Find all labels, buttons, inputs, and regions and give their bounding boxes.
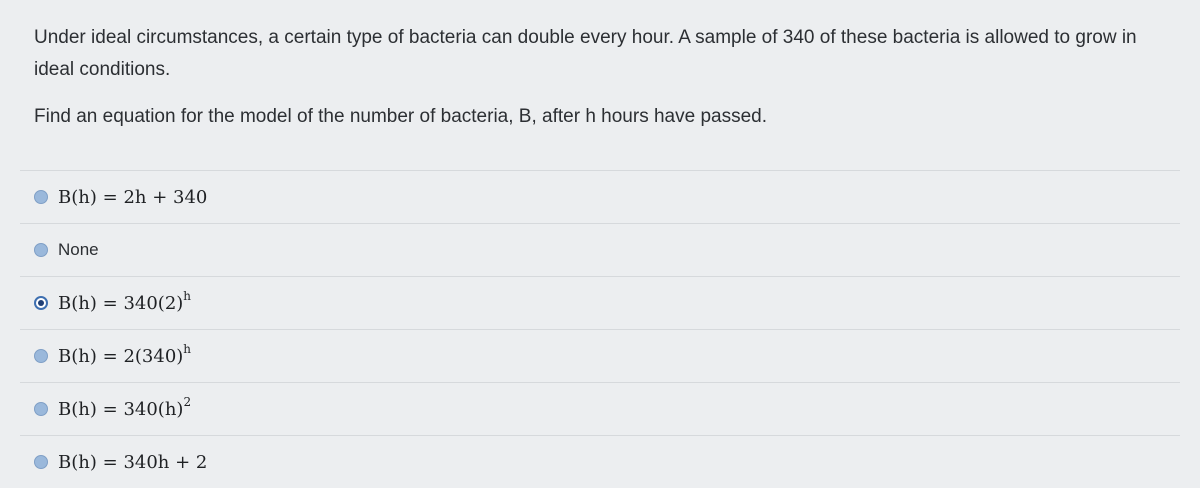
equation-rhs: 340(2): [123, 292, 184, 314]
choice-equation: [58, 288, 192, 314]
equation-rhs: 340(h): [123, 398, 184, 420]
equation-lhs: B(h): [58, 398, 97, 420]
equation-exponent: h: [183, 341, 192, 356]
equation-equals: =: [102, 186, 118, 208]
choice-equation: [58, 452, 207, 473]
equation-equals: =: [102, 398, 118, 420]
question-text: [34, 22, 1174, 133]
choice-option-5[interactable]: [20, 382, 1180, 435]
radio-button[interactable]: [34, 243, 48, 257]
choice-option-2[interactable]: [20, 223, 1180, 276]
equation-lhs: B(h): [58, 292, 97, 314]
radio-button[interactable]: [34, 402, 48, 416]
radio-button[interactable]: [34, 190, 48, 204]
choice-equation: [58, 187, 207, 208]
choice-option-3[interactable]: [20, 276, 1180, 329]
choice-option-6[interactable]: [20, 435, 1180, 488]
choice-equation: [58, 341, 192, 367]
equation-rhs: 2h + 340: [123, 186, 208, 208]
radio-button[interactable]: [34, 349, 48, 363]
radio-button-selected[interactable]: [34, 296, 48, 310]
equation-equals: =: [102, 345, 118, 367]
choice-option-4[interactable]: [20, 329, 1180, 382]
answer-choices: [20, 170, 1180, 488]
equation-rhs: 2(340): [123, 345, 184, 367]
question-prompt: Find an equation for the model of the number of bacteria, B, after h hours have passed.: [34, 106, 768, 127]
equation-equals: =: [102, 451, 118, 473]
choice-equation: [58, 394, 192, 420]
choice-option-1[interactable]: [20, 170, 1180, 223]
equation-rhs: 340h + 2: [123, 451, 208, 473]
choice-label: None: [58, 240, 99, 259]
equation-lhs: B(h): [58, 345, 97, 367]
radio-button[interactable]: [34, 455, 48, 469]
equation-lhs: B(h): [58, 451, 97, 473]
equation-exponent: 2: [183, 394, 192, 409]
equation-lhs: B(h): [58, 186, 97, 208]
question-statement: Under ideal circumstances, a certain type of bacteria can double every hour. A sample of 340 of these bacteria is allowed to grow in ideal conditions.: [34, 27, 1137, 80]
equation-equals: =: [102, 292, 118, 314]
equation-exponent: h: [183, 288, 192, 303]
